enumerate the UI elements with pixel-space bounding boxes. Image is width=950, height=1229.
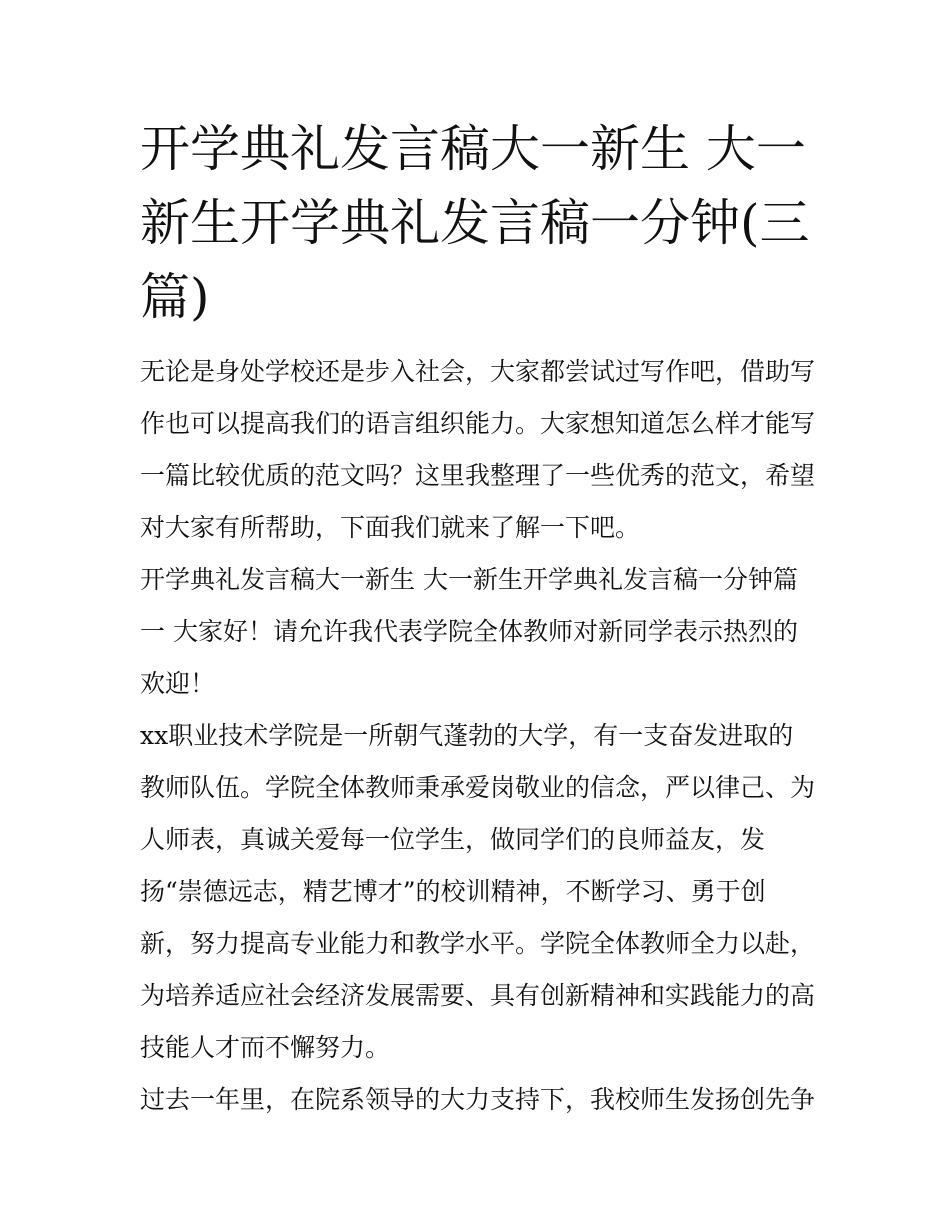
past-year-paragraph: 过去一年里，在院系领导的大力支持下，我校师生发扬创先争: [140, 1085, 816, 1114]
intro-paragraph: 无论是身处学校还是步入社会，大家都尝试过写作吧，借助写作也可以提高我们的语言组织能力。大家想知道怎么样才能写一篇比较优质的范文吗？这里我整理了一些优秀的范文，希望对大家有所帮助，下面我们就来了解一下吧。: [140, 357, 816, 542]
speech-opening-paragraph: 开学典礼发言稿大一新生 大一新生开学典礼发言稿一分钟篇一 大家好！请允许我代表学院全体教师对新同学表示热烈的欢迎！: [140, 565, 798, 698]
document-title: 开学典礼发言稿大一新生 大一新生开学典礼发言稿一分钟(三篇): [140, 120, 810, 326]
document-body: [140, 112, 815, 1126]
college-introduction-paragraph: xx职业技术学院是一所朝气蓬勃的大学，有一支奋发进取的教师队伍。学院全体教师秉承爱岗敬业的信念，严以律己、为人师表，真诚关爱每一位学生，做同学们的良师益友，发扬“崇德远志，精艺博才”的校训精神，不断学习、勇于创新，努力提高专业能力和教学水平。学院全体教师全力以赴，为培养适应社会经济发展需要、具有创新精神和实践能力的高技能人才而不懈努力。: [140, 721, 816, 1062]
